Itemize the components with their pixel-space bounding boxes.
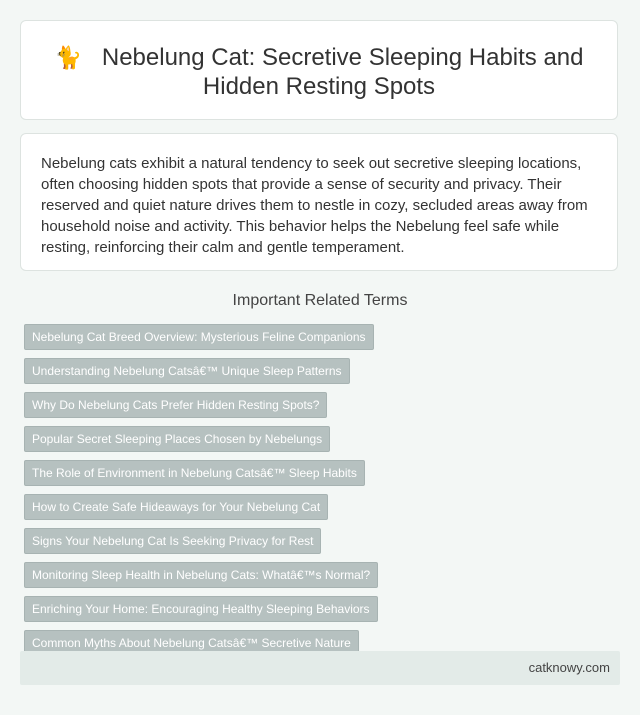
related-term-tag[interactable]: The Role of Environment in Nebelung Catsâ€™ Sleep Habits [24,460,365,486]
title-card [20,20,618,120]
footer-site-link[interactable]: catknowy.com [528,660,610,675]
page-title [21,43,617,101]
related-term-tag[interactable]: Why Do Nebelung Cats Prefer Hidden Resting Spots? [24,392,327,418]
page-title-line1: Nebelung Cat: Secretive Sleeping Habits and [101,44,584,71]
related-term-tag[interactable]: Common Myths About Nebelung Catsâ€™ Secretive Nature [24,630,359,656]
related-terms-heading: Important Related Terms [232,292,408,309]
related-term-tag[interactable]: Enriching Your Home: Encouraging Healthy Sleeping Behaviors [24,596,378,622]
related-term-tag[interactable]: Popular Secret Sleeping Places Chosen by Nebelungs [24,426,330,452]
page-title-line2: Hidden Resting Spots [202,73,436,100]
related-term-tag[interactable]: How to Create Safe Hideaways for Your Nebelung Cat [24,494,328,520]
cat-icon: 🐈 [54,45,82,70]
related-term-tag[interactable]: Nebelung Cat Breed Overview: Mysterious Feline Companions [24,324,374,350]
related-term-tag[interactable]: Monitoring Sleep Health in Nebelung Cats: Whatâ€™s Normal? [24,562,378,588]
related-terms-list [24,324,378,664]
related-term-tag[interactable]: Signs Your Nebelung Cat Is Seeking Privacy for Rest [24,528,321,554]
description-text: Nebelung cats exhibit a natural tendency to seek out secretive sleeping locations, often choosing hidden spots that provide a sense of security and privacy. Their reserved and quiet nature drives them to nestle in cozy, secluded areas away from household noise and activity. This behavior helps the Nebelung feel safe while resting, reinforcing their calm and gentle temperament. [41,155,588,256]
related-term-tag[interactable]: Understanding Nebelung Catsâ€™ Unique Sleep Patterns [24,358,350,384]
footer [20,651,620,685]
description-card [20,133,618,271]
